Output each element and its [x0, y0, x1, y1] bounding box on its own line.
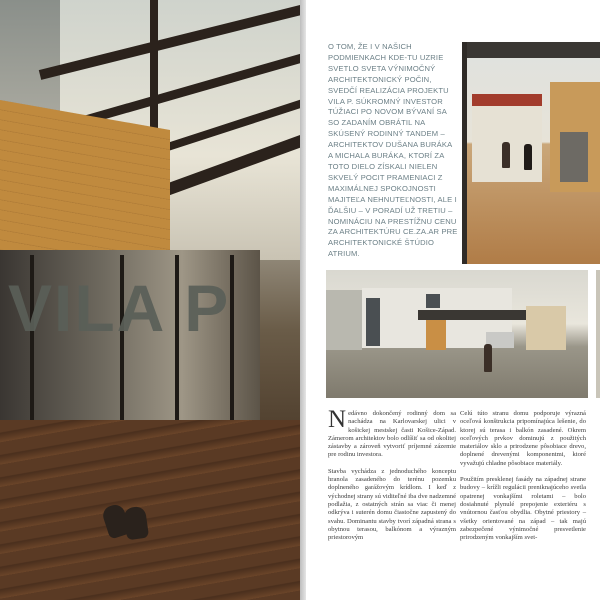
person-figure	[502, 142, 510, 168]
villa-window	[426, 294, 440, 308]
paragraph-text: edávno dokončený rodinný dom sa nachádza na Karlovarskej ulici v košickej mestskej časti Košice-Západ. Zámerom architektov bolo odlíšiť sa od okolitej zástavby a zároveň vytvoriť príjemné zázemie pre rodinu investora.	[328, 410, 456, 459]
wood-door-panel	[426, 320, 446, 350]
left-building	[326, 290, 362, 350]
body-column-1	[328, 406, 456, 550]
neighbor-house	[526, 306, 566, 350]
intro-paragraph: O TOM, ŽE I V NAŠICH PODMIENKACH KDE-TU UZRIE SVETLO SVETA VÝNIMOČNÝ ARCHITEKTONICKÝ POČIN, SVEDČÍ REALIZÁCIA PROJEKTU VILA P. SÚKROMNÝ INVESTOR TÚŽIACI PO NOVOM BÝVANÍ SA SO ZADANÍM OBRÁTIL NA SKÚSENÝ RODINNÝ TANDEM – ARCHITEKTOV DUŠANA BURÁKA A MICHALA BURÁKA, KTORÍ ZA TOTO DIELO ZÍSKALI NIELEN SKVELÝ POCIT PRAMENIACI Z MAXIMÁLNEJ SPOKOJNOSTI MAJITEĽA NEHNUTEĽNOSTI, ALE I ĎALŠIU – V PORADÍ UŽ TRETIU – NOMINÁCIU NA PRESTÍŽNU CENU ZA ARCHITEKTÚRU CE.ZA.AR PRE ARCHITEKTONICKÉ ŠTÚDIO ATRIUM.	[328, 42, 458, 259]
paragraph	[328, 406, 456, 460]
window-mullion	[230, 255, 234, 445]
villa-window	[366, 298, 380, 346]
photo-edge	[596, 270, 600, 398]
steel-column	[462, 42, 467, 264]
villa-front-photo	[326, 270, 588, 398]
neighbor-roof	[472, 94, 542, 106]
person-figure	[524, 144, 532, 170]
page-bottom-margin	[306, 570, 600, 600]
right-page	[306, 0, 600, 600]
shoes-on-deck	[105, 505, 153, 535]
paragraph: Stavba vychádza z jednoduchého konceptu hranola zasadeného do terénu pozemku doplneného garážovým krídlom. I keď z východnej strany sú viditeľné iba dve nadzemné podlažia, z ostatných strán sa viac či menej odkrýva i suterén domu čiastočne zapustený do svahu. Dominantu stavby tvorí západná strana s obytnou terasou, balkónom a výrazným priestorovým	[328, 467, 456, 542]
person-figure	[484, 344, 492, 372]
villa-window	[560, 132, 588, 182]
terrace-roof	[462, 42, 600, 58]
drop-cap: N	[328, 406, 347, 433]
paragraph: Celú túto stranu domu podporuje výrazná oceľová konštrukcia pripomínajúca lešenie, do ktorej sú terasa i balkón zasadené. Okrem oceľových prvkov dominujú z použitých materiálov sklo a prirodzene pôsobiace drevo, doplnené drevenými komponentmi, ktoré vyvažujú chladne pôsobiace materiály.	[460, 410, 586, 467]
terrace-photo	[462, 42, 600, 264]
article-title: VILA P	[8, 271, 231, 345]
body-column-2	[460, 410, 586, 550]
paragraph: Použitím presklenej fasády na západnej strane budovy – krížli regulácii preniknajúceho svetla opatrenej vonkajšími roletami – bolo dosiahnuté plynulé prepojenie exteriéru s vnútornou časťou obydlia. Obytné priestory – všetky orientované na západ – tak majú zabezpečené výnimočné presvetlenie prirodzeným vonkajším svet-	[460, 476, 586, 542]
